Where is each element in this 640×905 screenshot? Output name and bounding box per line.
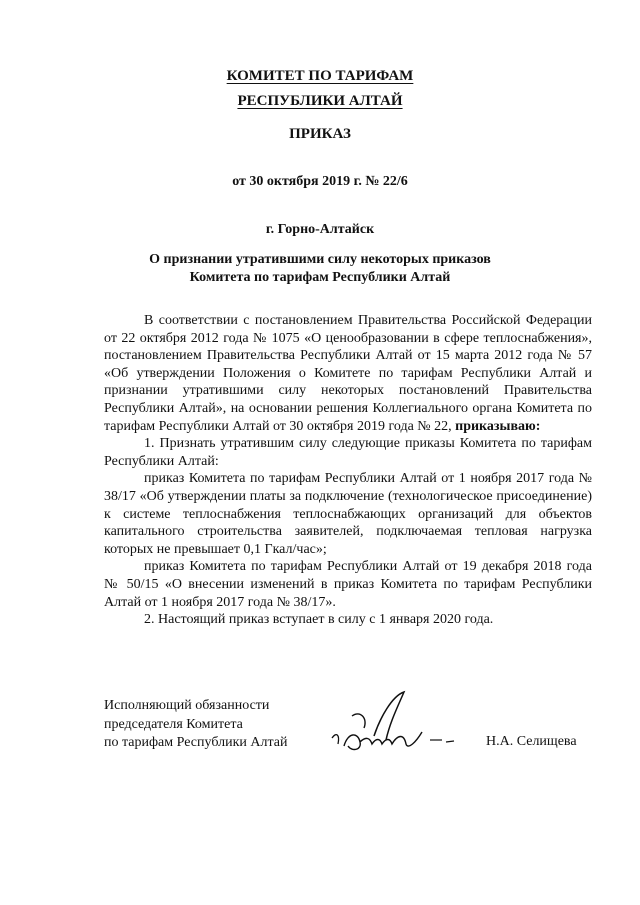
document-body <box>104 312 592 629</box>
preamble-text: В соответствии с постановлением Правительства Российской Федерации от 22 октября 2012 года № 1075 «О ценообразовании в сфере теплоснабжения», постановлением Правительства Республики Алтай от 15 марта 2012 года № 57 «Об утверждении Положения о Комитете по тарифам Республики Алтай и признании утратившими силу некоторых постановлений Правительства Республики Алтай», на основании решения Коллегиального органа Комитета по тарифам Республики Алтай от 30 октября 2019 года № 22, <box>104 313 592 434</box>
item-1-paragraph: 1. Признать утратившим силу следующие приказы Комитета по тарифам Республики Алтай: <box>104 436 592 469</box>
item-1-b-paragraph: приказ Комитета по тарифам Республики Алтай от 19 декабря 2018 года № 50/15 «О внесении изменений в приказ Комитета по тарифам Республики Алтай от 1 ноября 2017 года № 38/17». <box>104 559 592 610</box>
doc-date-number: от 30 октября 2019 г. № 22/6 <box>232 174 408 189</box>
org-name-line2: РЕСПУБЛИКИ АЛТАЙ <box>237 93 403 109</box>
signatory-position-line1: Исполняющий обязанности <box>104 698 270 713</box>
doc-title-line2: Комитета по тарифам Республики Алтай <box>189 270 451 285</box>
signatory-position <box>104 697 287 753</box>
signatory-name: Н.А. Селищева <box>486 734 577 749</box>
handwritten-signature <box>330 688 470 758</box>
signatory-position-line3: по тарифам Республики Алтай <box>104 735 288 750</box>
doc-city: г. Горно-Алтайск <box>265 222 375 237</box>
order-word: приказываю: <box>455 418 541 434</box>
org-name-line1: КОМИТЕТ ПО ТАРИФАМ <box>226 68 414 84</box>
signatory-position-line2: председателя Комитета <box>104 716 243 732</box>
preamble-paragraph <box>104 312 592 435</box>
item-2-paragraph: 2. Настоящий приказ вступает в силу с 1 января 2020 года. <box>144 612 494 628</box>
doc-title-line1: О признании утратившими силу некоторых приказов <box>149 252 491 267</box>
doc-type-title: ПРИКАЗ <box>289 126 351 142</box>
item-1-a-paragraph: приказ Комитета по тарифам Республики Алтай от 1 ноября 2017 года № 38/17 «Об утверждении платы за подключение (технологическое присоединение) к системе теплоснабжения теплоснабжающих организаций для объектов капитального строительства заявителей, подключаемая тепловая нагрузка которых не превышает 0,1 Гкал/час»; <box>104 471 592 557</box>
